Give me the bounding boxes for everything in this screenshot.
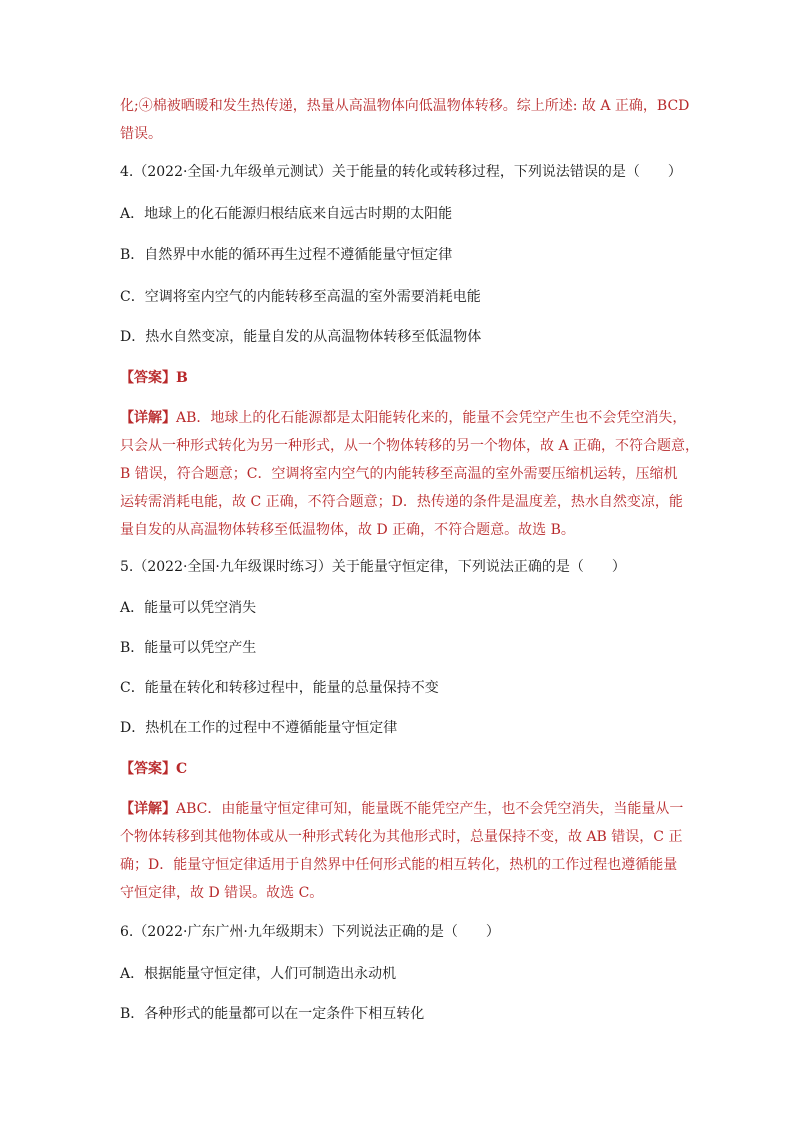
detail-line: 确；D．能量守恒定律适用于自然界中任何形式能的相互转化，热机的工作过程也遵循能量: [120, 857, 678, 873]
question-4-answer: [120, 364, 680, 392]
question-4-option-b: B．自然界中水能的循环再生过程不遵循能量守恒定律: [120, 247, 453, 263]
question-6-option-b: B．各种形式的能量都可以在一定条件下相互转化: [120, 1006, 425, 1022]
detail-line: B 错误，符合题意；C．空调将室内空气的内能转移至高温的室外需要压缩机运转，压缩机: [120, 466, 678, 482]
question-5-option-a: A．能量可以凭空消失: [120, 600, 257, 616]
question-5-stem: 5.（2022·全国·九年级课时练习）关于能量守恒定律，下列说法正确的是（ ）: [120, 559, 626, 575]
question-4-detail: [120, 404, 700, 544]
detail-line: [120, 795, 684, 823]
question-6-option-a: A．根据能量守恒定律，人们可制造出永动机: [120, 966, 397, 982]
detail-text: AB．地球上的化石能源都是太阳能转化来的，能量不会凭空产生也不会凭空消失，: [176, 410, 687, 426]
question-5-answer: [120, 755, 680, 783]
detail-tag: 【详解】: [120, 410, 176, 426]
detail-line: [120, 404, 687, 432]
question-5-option-b: B．能量可以凭空产生: [120, 640, 257, 656]
answer-tag: 【答案】: [120, 761, 176, 777]
detail-line: 个物体转移到其他物体或从一种形式转化为其他形式时，总量保持不变，故 AB 错误，C 正: [120, 829, 683, 845]
question-5-detail: [120, 795, 684, 907]
question-4-option-d: D．热水自然变凉，能量自发的从高温物体转移至低温物体: [120, 329, 482, 345]
question-4-option-a: A．地球上的化石能源归根结底来自远古时期的太阳能: [120, 206, 453, 222]
detail-line: 只会从一种形式转化为另一种形式，从一个物体转移的另一个物体，故 A 正确，不符合题意，: [120, 438, 700, 454]
detail-tag: 【详解】: [120, 801, 176, 817]
question-4-stem: 4.（2022·全国·九年级单元测试）关于能量的转化或转移过程，下列说法错误的是（ ）: [120, 164, 682, 180]
prev-explanation: [120, 92, 690, 148]
question-4-option-c: C．空调将室内空气的内能转移至高温的室外需要消耗电能: [120, 289, 481, 305]
detail-line: 守恒定律，故 D 错误。故选 C。: [120, 885, 324, 901]
text-line: 错误。: [120, 126, 162, 142]
answer-tag: 【答案】: [120, 370, 176, 386]
text-line: 化;④棉被晒暖和发生热传递，热量从高温物体向低温物体转移。综上所述: 故 A 正确，BCD: [120, 98, 690, 114]
answer-value: C: [176, 761, 188, 777]
detail-line: 运转需消耗电能，故 C 正确，不符合题意；D．热传递的条件是温度差，热水自然变凉，能: [120, 494, 683, 510]
question-5-option-c: C．能量在转化和转移过程中，能量的总量保持不变: [120, 680, 439, 696]
detail-line: 量自发的从高温物体转移至低温物体，故 D 正确，不符合题意。故选 B。: [120, 522, 575, 538]
answer-value: B: [176, 370, 188, 386]
question-6-stem: 6.（2022·广东广州·九年级期末）下列说法正确的是（ ）: [120, 924, 500, 940]
question-5-option-d: D．热机在工作的过程中不遵循能量守恒定律: [120, 720, 398, 736]
detail-text: ABC．由能量守恒定律可知，能量既不能凭空产生，也不会凭空消失，当能量从一: [176, 801, 684, 817]
